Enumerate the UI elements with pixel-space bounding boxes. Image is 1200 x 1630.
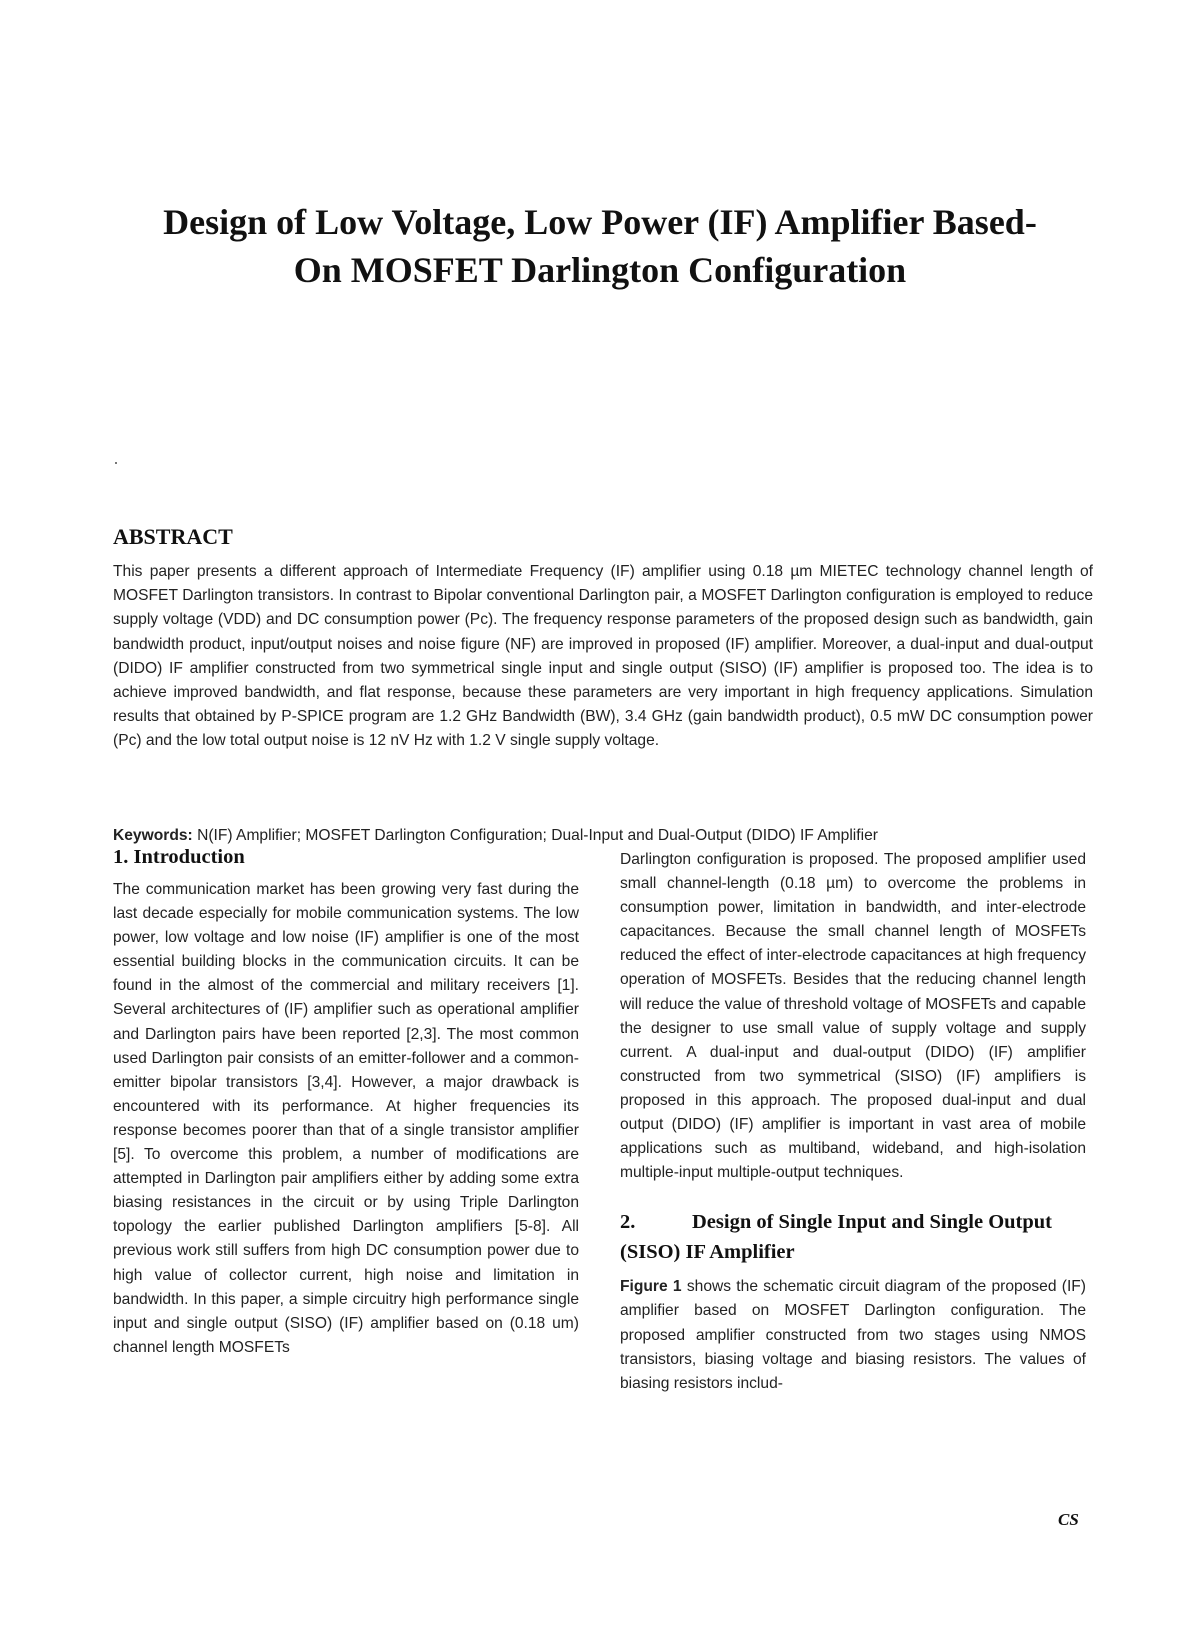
- abstract-heading: ABSTRACT: [113, 524, 233, 549]
- section-2-title: Design of Single Input and Single Output (SISO) IF Amplifier: [620, 1211, 1053, 1264]
- footer-mark: CS: [1058, 1510, 1079, 1529]
- section-1-paragraph-right: Darlington configuration is proposed. The proposed amplifier used small channel-length (0.18 µm) to overcome the problems in consumption power, limitation in bandwidth, and inter-electrode capacitances. Because the small channel length of MOSFETs reduced the effect of inter-electrode capacitances at high frequency operation of MOSFETs. Besides that the reducing channel length will reduce the value of threshold voltage of MOSFETs and capable the designer to use small value of supply voltage and supply current. A dual-input and dual-output (DIDO) (IF) amplifier constructed from two symmetrical (SISO) (IF) amplifiers is proposed in this approach. The proposed dual-input and dual output (DIDO) (IF) amplifier is important in vast area of mobile applications such as multiband, wideband, and high-isolation multiple-input multiple-output techniques.: [620, 851, 1086, 1182]
- section-2-heading: [620, 1207, 1086, 1267]
- paper-title-line-2: On MOSFET Darlington Configuration: [293, 250, 907, 290]
- section-1-heading: 1. Introduction: [113, 846, 245, 868]
- paper-title: [100, 198, 1100, 294]
- section-2-number: 2.: [620, 1211, 636, 1234]
- left-column: [113, 848, 579, 1360]
- section-1-paragraph-left: The communication market has been growing very fast during the last decade especially for mobile communication systems. The low power, low voltage and low noise (IF) amplifier is one of the most essential building blocks in the communication circuits. It can be found in the almost of the commercial and military receivers [1]. Several architectures of (IF) amplifier such as operational amplifier and Darlington pairs have been reported [2,3]. The most common used Darlington pair consists of an emitter-follower and a common-emitter bipolar transistors [3,4]. However, a major drawback is encountered with its performance. At higher frequencies its response becomes poorer than that of a single transistor amplifier [5]. To overcome this problem, a number of modifications are attempted in Darlington pair amplifiers either by adding some extra biasing resistances in the circuit or by using Triple Darlington topology the earlier published Darlington amplifiers [5-8]. All previous work still suffers from high DC consumption power due to high value of collector current, high noise and limitation in bandwidth. In this paper, a simple circuitry high performance single input and single output (SISO) (IF) amplifier based on (0.18 um) channel length MOSFETs: [113, 881, 579, 1356]
- section-2-text: shows the schematic circuit diagram of the proposed (IF) amplifier based on MOSFET Darlington configuration. The proposed amplifier constructed from two stages using NMOS transistors, biasing voltage and biasing resistors. The values of biasing resistors includ-: [620, 1278, 1087, 1392]
- keywords-text: N(IF) Amplifier; MOSFET Darlington Configuration; Dual-Input and Dual-Output (DIDO) IF Amplifier: [192, 827, 878, 844]
- paper-title-line-1: Design of Low Voltage, Low Power (IF) Amplifier Based-: [163, 202, 1037, 242]
- section-2-paragraph: [620, 1275, 1086, 1395]
- keywords-label: Keywords:: [113, 827, 193, 844]
- stray-dot: [115, 462, 117, 464]
- right-column: [620, 848, 1086, 1396]
- abstract-body: This paper presents a different approach of Intermediate Frequency (IF) amplifier using 0.18 µm MIETEC technology channel length of MOSFET Darlington transistors. In contrast to Bipolar conventional Darlington pair, a MOSFET Darlington configuration is employed to reduce supply voltage (VDD) and DC consumption power (Pc). The frequency response parameters of the proposed design such as bandwidth, gain bandwidth product, input/output noises and noise figure (NF) are improved in proposed (IF) amplifier. Moreover, a dual-input and dual-output (DIDO) IF amplifier constructed from two symmetrical single input and single output (SISO) (IF) amplifier is proposed too. The idea is to achieve improved bandwidth, and flat response, because these parameters are very important in high frequency applications. Simulation results that obtained by P-SPICE program are 1.2 GHz Bandwidth (BW), 3.4 GHz (gain bandwidth product), 0.5 mW DC consumption power (Pc) and the low total output noise is 12 nV Hz with 1.2 V single supply voltage.: [113, 563, 1093, 750]
- figure-1-reference[interactable]: Figure 1: [620, 1278, 682, 1296]
